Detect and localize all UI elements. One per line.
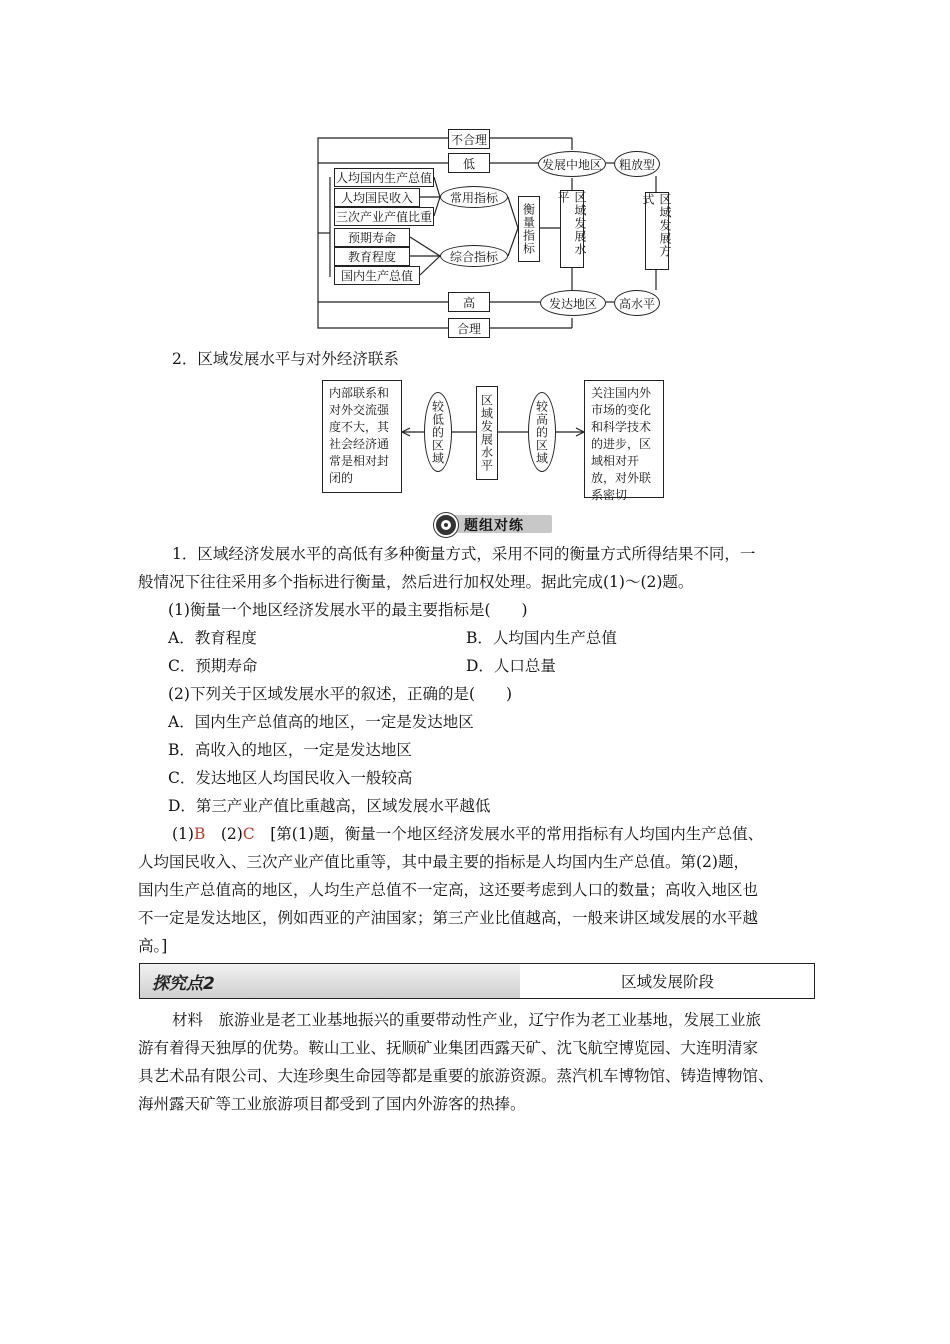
indicator-item: 三次产业产值比重 — [334, 207, 434, 226]
section-title: 区域发展阶段 — [620, 973, 714, 991]
indicator-item: 预期寿命 — [334, 228, 410, 247]
option: B．人均国内生产总值 — [466, 629, 617, 647]
composite-indicator-oval: 综合指标 — [440, 245, 508, 267]
developed-region-oval: 发达地区 — [540, 290, 606, 316]
question-intro-line: 般情况下往往采用多个指标进行衡量，然后进行加权处理。据此完成(1)～(2)题。 — [138, 573, 694, 591]
option: D．第三产业产值比重越高，区域发展水平越低 — [168, 797, 491, 815]
option: A．国内生产总值高的地区，一定是发达地区 — [168, 713, 474, 731]
explanation-line: 人均国民收入、三次产业产值比重等，其中最主要的指标是人均国内生产总值。第(2)题， — [138, 853, 749, 871]
diagram2-connectors — [0, 0, 950, 500]
option: A．教育程度 — [168, 629, 257, 647]
section-tag: 探究点2 — [152, 974, 215, 994]
answer-prefix: (2) — [220, 825, 243, 843]
question-2: (2)下列关于区域发展水平的叙述，正确的是( ) — [168, 685, 513, 703]
developing-region-oval: 发展中地区 — [538, 151, 606, 177]
option: C．预期寿命 — [168, 657, 258, 675]
explanation-line: 高。] — [138, 937, 168, 955]
extensive-oval: 粗放型 — [614, 151, 660, 177]
banner-label: 题组对练 — [464, 518, 524, 534]
regional-mode-box: 区域发展方式 — [645, 192, 669, 270]
material-line: 海州露天矿等工业旅游项目都受到了国内外游客的热捧。 — [138, 1095, 526, 1113]
answer-line — [172, 821, 763, 848]
higher-region-oval: 较高的区域 — [528, 392, 556, 472]
answer-1: B — [193, 825, 206, 843]
question-1: (1)衡量一个地区经济发展水平的最主要指标是( ) — [168, 601, 528, 619]
answer-prefix: (1) — [172, 825, 194, 843]
measure-indicator-box: 衡量指标 — [518, 196, 540, 262]
indicator-item: 人均国内生产总值 — [334, 168, 434, 187]
common-indicator-oval: 常用指标 — [440, 186, 508, 208]
reasonable-box: 合理 — [448, 318, 490, 338]
material-line: 材料 旅游业是老工业基地振兴的重要带动性产业，辽宁作为老工业基地，发展工业旅 — [172, 1011, 762, 1029]
explanation-line: 国内生产总值高的地区，人均生产总值不一定高，这还要考虑到人口的数量；高收入地区也 — [138, 881, 759, 899]
regional-level-box: 区域发展水平 — [560, 190, 584, 268]
section-header — [139, 963, 815, 999]
explanation-text: [第(1)题，衡量一个地区经济发展水平的常用指标有人均国内生产总值、 — [270, 825, 764, 843]
open-region-box: 关注国内外市场的变化和科学技术的进步，区域相对开放，对外联系密切 — [584, 380, 664, 498]
indicator-item: 人均国民收入 — [334, 188, 420, 207]
answer-2: C — [242, 825, 255, 843]
section2-title: 2．区域发展水平与对外经济联系 — [172, 350, 399, 368]
level-box: 区域发展水平 — [476, 386, 498, 480]
unreasonable-box: 不合理 — [448, 129, 490, 149]
indicator-item: 国内生产总值 — [334, 266, 420, 285]
option: D．人口总量 — [466, 657, 556, 675]
target-icon — [434, 513, 458, 537]
closed-region-box: 内部联系和对外交流强度不大，其社会经济通常是相对封闭的 — [322, 380, 402, 493]
high-box: 高 — [448, 292, 490, 312]
option: C．发达地区人均国民收入一般较高 — [168, 769, 413, 787]
explanation-line: 不一定是发达地区，例如西亚的产油国家；第三产业比值越高，一般来讲区域发展的水平越 — [138, 909, 759, 927]
indicator-item: 教育程度 — [334, 247, 410, 266]
practice-banner — [432, 512, 554, 536]
low-box: 低 — [448, 153, 490, 173]
option: B．高收入的地区，一定是发达地区 — [168, 741, 412, 759]
lower-region-oval: 较低的区域 — [424, 392, 452, 472]
material-line: 具艺术品有限公司、大连珍奥生命园等都是重要的旅游资源。蒸汽机车博物馆、铸造博物馆、 — [138, 1067, 774, 1085]
high-level-oval: 高水平 — [614, 290, 660, 316]
material-line: 游有着得天独厚的优势。鞍山工业、抚顺矿业集团西露天矿、沈飞航空博览园、大连明清家 — [138, 1039, 759, 1057]
question-intro-line: 1．区域经济发展水平的高低有多种衡量方式，采用不同的衡量方式所得结果不同，一 — [172, 545, 756, 563]
